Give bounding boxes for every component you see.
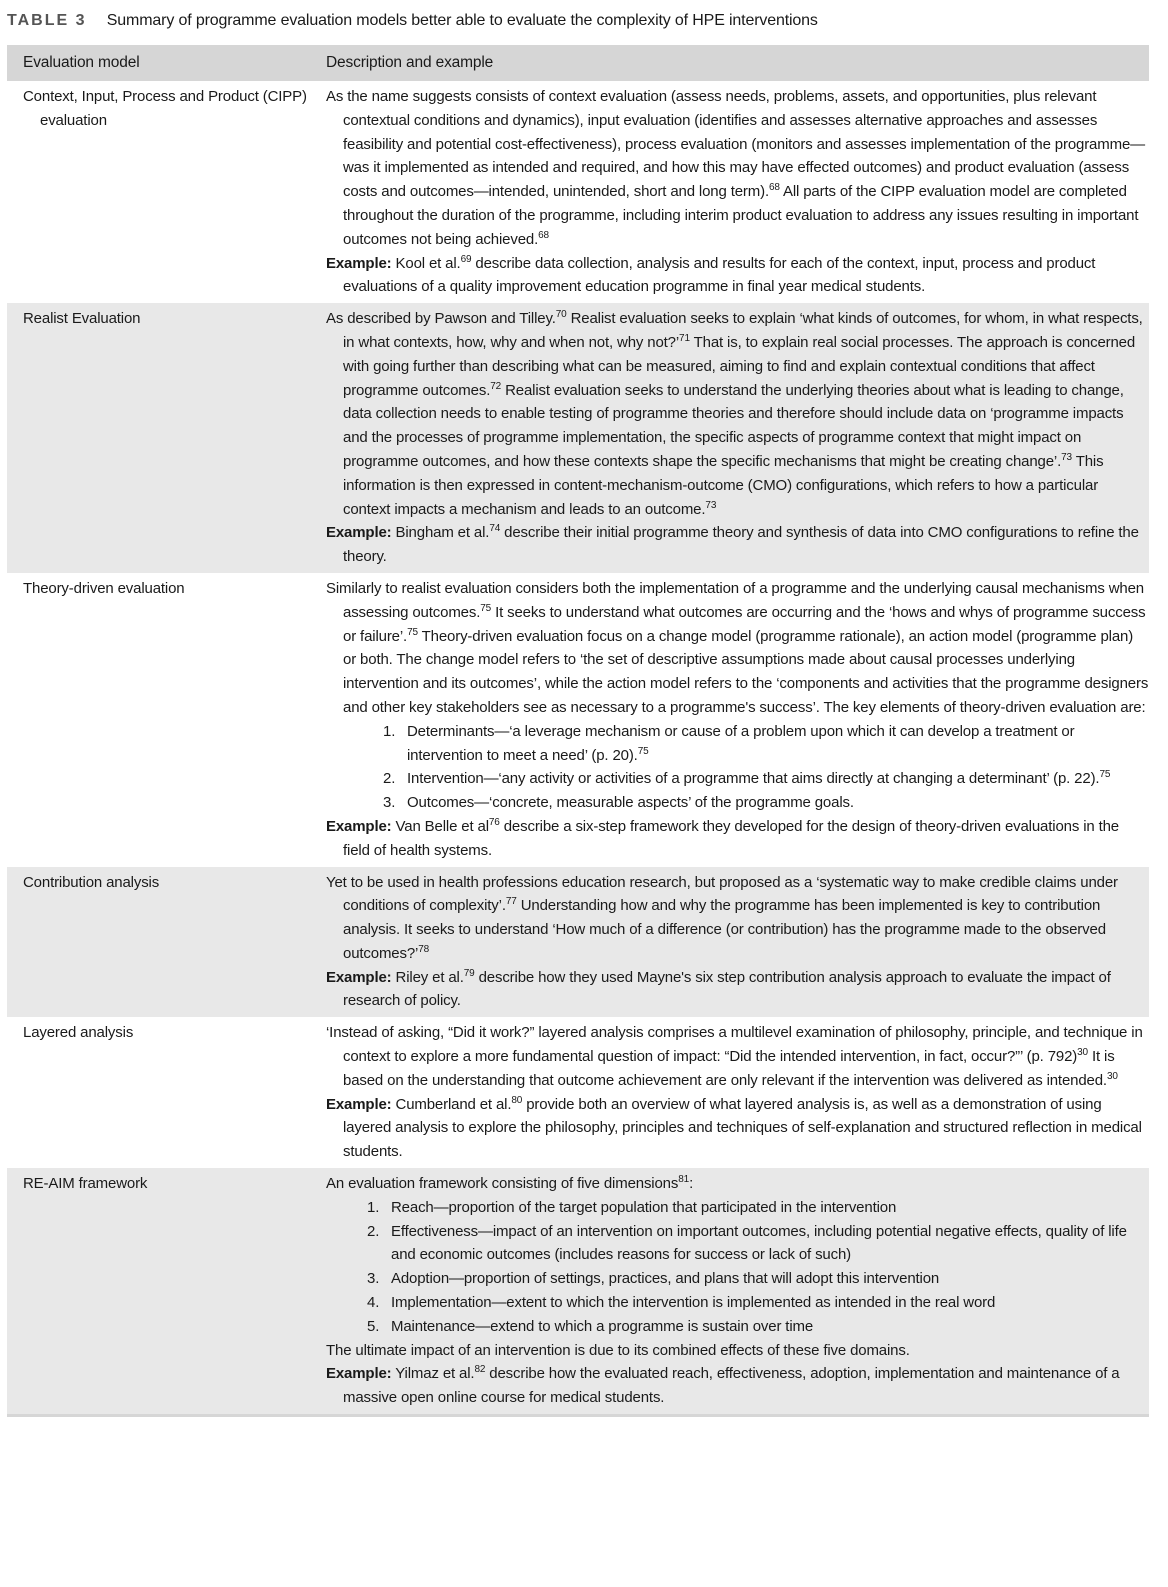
text-segment: An evaluation framework consisting of five dimensions	[326, 1175, 679, 1193]
citation-superscript: 69	[460, 253, 472, 265]
evaluation-models-table	[7, 45, 1149, 1417]
text-segment: Implementation—extent to which the intervention is implemented as intended in the real word	[391, 1294, 996, 1312]
description-paragraph	[326, 1339, 1149, 1363]
text-segment: Riley et al.	[391, 968, 464, 986]
description-cell	[310, 1168, 1149, 1415]
description-paragraph	[326, 577, 1149, 720]
text-segment: Bingham et al.	[391, 524, 490, 542]
text-segment: That is, to explain real social processes. The approach is concerned with going further than describing what can be measured, aiming to find and explain contextual conditions that affect programme outcomes.	[343, 333, 1136, 399]
list-number: 3.	[367, 1270, 380, 1288]
citation-superscript: 68	[768, 182, 780, 194]
model-cell	[7, 81, 310, 303]
text-segment: Understanding how and why the programme has been implemented is key to contribution analysis. It seeks to understand ‘How much of a difference (or contribution) has the programme made to the observed outcomes?’	[343, 897, 1106, 962]
citation-superscript: 75	[1099, 769, 1111, 781]
list-number: 1.	[383, 722, 396, 740]
example-paragraph	[326, 1362, 1149, 1410]
text-segment: ‘Instead of asking, “Did it work?” layered analysis comprises a multilevel examination of philosophy, principle, and technique in context to explore a more fundamental question of impact: “Did the intended intervention, in fact, occur?”’ (p. 792)	[326, 1024, 1143, 1066]
citation-superscript: 68	[538, 229, 549, 241]
text-segment: Maintenance—extend to which a programme is sustain over time	[391, 1317, 814, 1335]
list-number: 5.	[367, 1317, 380, 1335]
text-segment: This information is then expressed in content-mechanism-outcome (CMO) configurations, which refers to how a particular context impacts a mechanism and leads to an outcome.	[343, 452, 1104, 518]
model-name: Context, Input, Process and Product (CIPP) evaluation	[23, 88, 307, 129]
citation-superscript: 78	[418, 943, 430, 955]
example-paragraph	[326, 521, 1149, 569]
table-caption	[7, 12, 818, 30]
citation-superscript: 76	[488, 816, 500, 828]
text-segment: It seeks to understand what outcomes are occurring and the ‘hows and whys of programme success or failure’.	[343, 603, 1146, 645]
table-label: TABLE 3	[7, 12, 87, 29]
example-label: Example:	[326, 254, 392, 272]
text-segment: Adoption—proportion of settings, practices, and plans that will adopt this intervention	[391, 1270, 940, 1288]
text-segment: Theory-driven evaluation focus on a change model (programme rationale), an action model (programme plan) or both. The change model refers to ‘the set of descriptive assumptions made about causal processes underlying intervention and its outcomes’, while the action model refers to the ‘components and activities that the programme designers and other key stakeholders see as necessary to a programme's success’. The key elements of theory-driven evaluation are:	[343, 627, 1149, 716]
citation-superscript: 75	[480, 602, 492, 614]
text-segment: As described by Pawson and Tilley.	[326, 310, 556, 328]
text-segment: Van Belle et al	[391, 817, 489, 835]
example-paragraph	[326, 815, 1149, 863]
citation-superscript: 72	[490, 380, 502, 392]
text-segment: provide both an overview of what layered analysis is, as well as a demonstration of using layered analysis to explore the philosophy, principles and techniques of self-explanation and structured reflection in medical students.	[343, 1095, 1142, 1161]
description-paragraph	[326, 307, 1149, 521]
model-cell	[7, 303, 310, 573]
description-paragraph	[326, 1172, 1149, 1196]
text-segment: Cumberland et al.	[391, 1095, 512, 1113]
text-segment: describe their initial programme theory and synthesis of data into CMO configurations to refine the theory.	[343, 524, 1139, 566]
text-segment: Realist evaluation seeks to understand the underlying theories about what is leading to change, data collection needs to enable testing of programme theories and therefore should include data on ‘programme impacts and the processes of programme implementation, the specific aspects of programme context that might impact on programme outcomes, and how these contexts shape the specific mechanisms that might be creating change’.	[343, 381, 1124, 470]
text-segment: describe a six-step framework they developed for the design of theory-driven evaluations in the field of health systems.	[343, 817, 1119, 859]
table-title: Summary of programme evaluation models better able to evaluate the complexity of HPE interventions	[106, 12, 818, 29]
table-row	[7, 303, 1149, 573]
text-segment: Outcomes—‘concrete, measurable aspects’ of the programme goals.	[407, 794, 854, 812]
list-item	[350, 1220, 1149, 1268]
citation-superscript: 70	[555, 309, 567, 321]
list-item	[366, 720, 1149, 768]
text-segment: The ultimate impact of an intervention is due to its combined effects of these five domains.	[326, 1341, 910, 1359]
model-name: Realist Evaluation	[23, 310, 141, 328]
model-cell	[7, 1017, 310, 1168]
text-segment: Similarly to realist evaluation considers both the implementation of a programme and the underlying causal mechanisms when assessing outcomes.	[326, 579, 1144, 621]
list-item	[350, 1291, 1149, 1315]
citation-superscript: 75	[407, 626, 418, 638]
text-segment: describe how the evaluated reach, effectiveness, adoption, implementation and maintenance of a massive open online course for medical students.	[343, 1365, 1120, 1407]
citation-superscript: 75	[637, 745, 649, 757]
model-name: Theory-driven evaluation	[23, 579, 185, 597]
text-segment: Kool et al.	[391, 254, 461, 272]
table-row	[7, 81, 1149, 303]
text-segment: describe how they used Mayne's six step contribution analysis approach to evaluate the impact of research of policy.	[343, 968, 1111, 1010]
model-cell	[7, 1168, 310, 1415]
list-item	[366, 791, 1149, 815]
list-number: 3.	[383, 794, 396, 812]
text-segment: Intervention—‘any activity or activities of a programme that aims directly at changing a determinant’ (p. 22).	[407, 770, 1100, 788]
text-segment: Determinants—‘a leverage mechanism or cause of a problem upon which it can develop a treatment or intervention to meet a need’ (p. 20).	[407, 722, 1075, 764]
description-cell	[310, 81, 1149, 303]
model-name: Layered analysis	[23, 1024, 134, 1042]
citation-superscript: 71	[679, 332, 690, 344]
citation-superscript: 80	[511, 1094, 523, 1106]
text-segment: Yilmaz et al.	[391, 1365, 475, 1383]
citation-superscript: 77	[505, 896, 517, 908]
citation-superscript: 74	[489, 523, 501, 535]
example-paragraph	[326, 966, 1149, 1014]
table-row	[7, 867, 1149, 1018]
example-label: Example:	[326, 1095, 392, 1113]
list-item	[350, 1267, 1149, 1291]
text-segment: Realist evaluation seeks to explain ‘what kinds of outcomes, for whom, in what respects, in what contexts, how, why and when not, why not?’	[343, 310, 1143, 351]
example-paragraph	[326, 252, 1149, 300]
list-item	[350, 1315, 1149, 1339]
example-label: Example:	[326, 968, 392, 986]
list-number: 1.	[367, 1198, 380, 1216]
table-header-row	[7, 45, 1149, 81]
citation-superscript: 73	[1061, 451, 1072, 463]
list-item	[350, 1196, 1149, 1220]
text-segment: describe data collection, analysis and results for each of the context, input, process and product evaluations of a quality improvement education programme in final year medical students.	[343, 254, 1096, 296]
list-number: 4.	[367, 1294, 380, 1312]
description-paragraph	[326, 85, 1149, 252]
model-name: Contribution analysis	[23, 873, 160, 891]
description-paragraph	[326, 1021, 1149, 1092]
table-row	[7, 573, 1149, 867]
description-cell	[310, 1017, 1149, 1168]
text-segment: All parts of the CIPP evaluation model are completed throughout the duration of the programme, including interim product evaluation to address any issues resulting in important outcomes not being achieved.	[343, 183, 1139, 248]
text-segment: Effectiveness—impact of an intervention on important outcomes, including potential negative effects, quality of life and economic outcomes (includes reasons for success or lack of such)	[391, 1222, 1127, 1264]
citation-superscript: 82	[474, 1364, 486, 1376]
text-segment: Yet to be used in health professions education research, but proposed as a ‘systematic way to make credible claims under conditions of complexity’.	[326, 873, 1118, 915]
citation-superscript: 30	[1077, 1047, 1088, 1059]
example-label: Example:	[326, 524, 392, 542]
description-cell	[310, 867, 1149, 1018]
model-cell	[7, 867, 310, 1018]
description-paragraph	[326, 871, 1149, 966]
citation-superscript: 81	[678, 1174, 690, 1186]
citation-superscript: 73	[705, 499, 717, 511]
text-segment: As the name suggests consists of context evaluation (assess needs, problems, assets, and opportunities, plus relevant contextual conditions and dynamics), input evaluation (identifies and assesses alternative approaches and assesses feasibility and potential cost-effectiveness), process evaluation (monitors and assesses implementation of the programme—was it implemented as intended and required, and how this may have effected outcomes) and product evaluation (assess costs and outcomes—intended, unintended, short and long term).	[326, 88, 1145, 201]
example-label: Example:	[326, 1365, 392, 1383]
list-item	[366, 767, 1149, 791]
list-number: 2.	[383, 770, 396, 788]
text-segment: :	[689, 1175, 694, 1193]
text-segment: Reach—proportion of the target population that participated in the intervention	[391, 1198, 897, 1216]
citation-superscript: 30	[1106, 1070, 1118, 1082]
example-paragraph	[326, 1093, 1149, 1164]
header-description: Description and example	[310, 45, 1149, 81]
model-name: RE-AIM framework	[23, 1175, 148, 1193]
description-cell	[310, 303, 1149, 573]
model-cell	[7, 573, 310, 867]
table-row	[7, 1168, 1149, 1415]
table-row	[7, 1017, 1149, 1168]
citation-superscript: 79	[463, 967, 475, 979]
description-cell	[310, 573, 1149, 867]
text-segment: It is based on the understanding that outcome achievement are only relevant if the intervention was delivered as intended.	[343, 1048, 1115, 1089]
list-number: 2.	[367, 1222, 380, 1240]
header-evaluation-model: Evaluation model	[7, 45, 310, 81]
example-label: Example:	[326, 817, 392, 835]
